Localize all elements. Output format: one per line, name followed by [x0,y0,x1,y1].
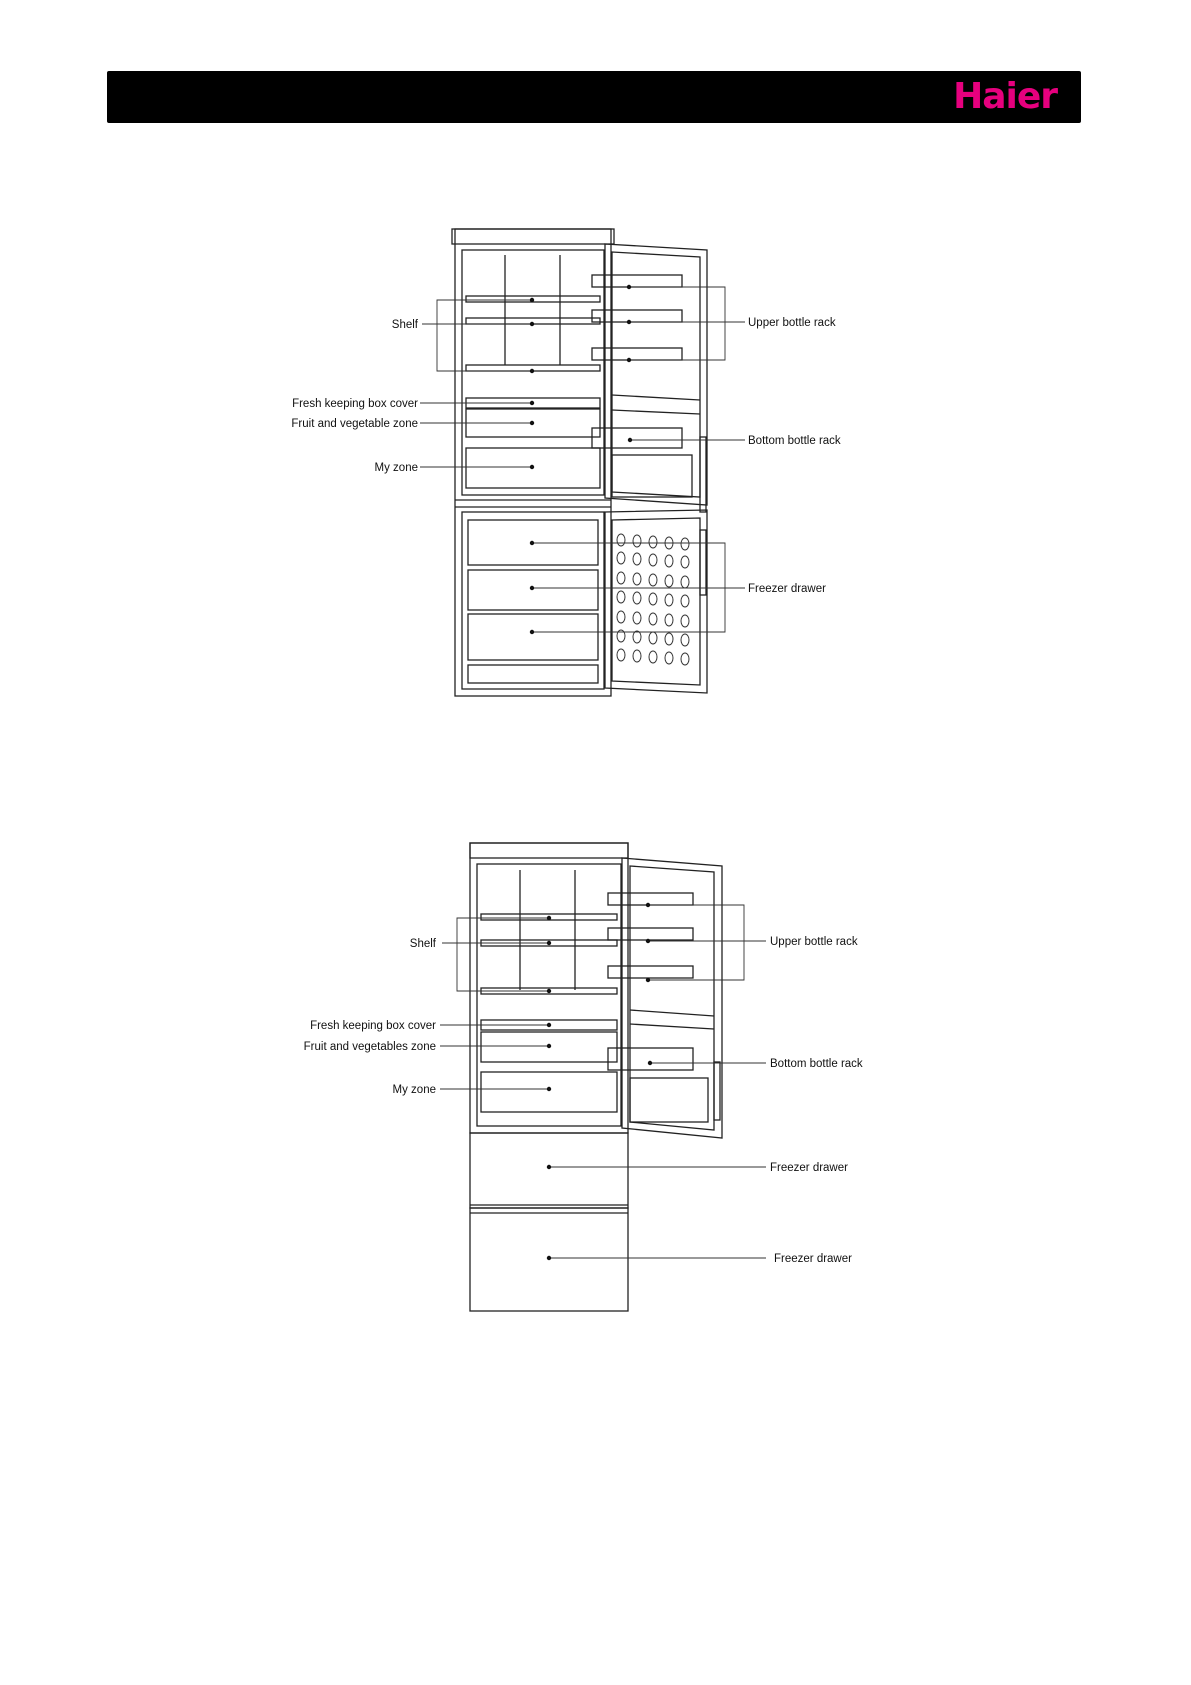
label-upper-bottle-rack: Upper bottle rack [748,317,836,329]
label-freezer-drawer: Freezer drawer [748,583,826,595]
label-freezer-drawer-upper: Freezer drawer [770,1162,848,1174]
label-fruit-vegetables-zone-2: Fruit and vegetables zone [303,1041,436,1053]
label-my-zone: My zone [374,462,418,474]
label-fresh-keeping-box-cover: Fresh keeping box cover [292,398,418,410]
label-shelf: Shelf [391,319,418,331]
label-my-zone-2: My zone [392,1084,436,1096]
label-bottom-bottle-rack: Bottom bottle rack [748,435,841,447]
brand-logo: Haier [953,76,1057,117]
label-fresh-keeping-box-cover-2: Fresh keeping box cover [310,1020,436,1032]
label-fruit-vegetable-zone: Fruit and vegetable zone [291,418,418,430]
label-shelf-2: Shelf [409,938,436,950]
label-freezer-drawer-lower: Freezer drawer [774,1253,852,1265]
label-upper-bottle-rack-2: Upper bottle rack [770,936,858,948]
label-bottom-bottle-rack-2: Bottom bottle rack [770,1058,863,1070]
